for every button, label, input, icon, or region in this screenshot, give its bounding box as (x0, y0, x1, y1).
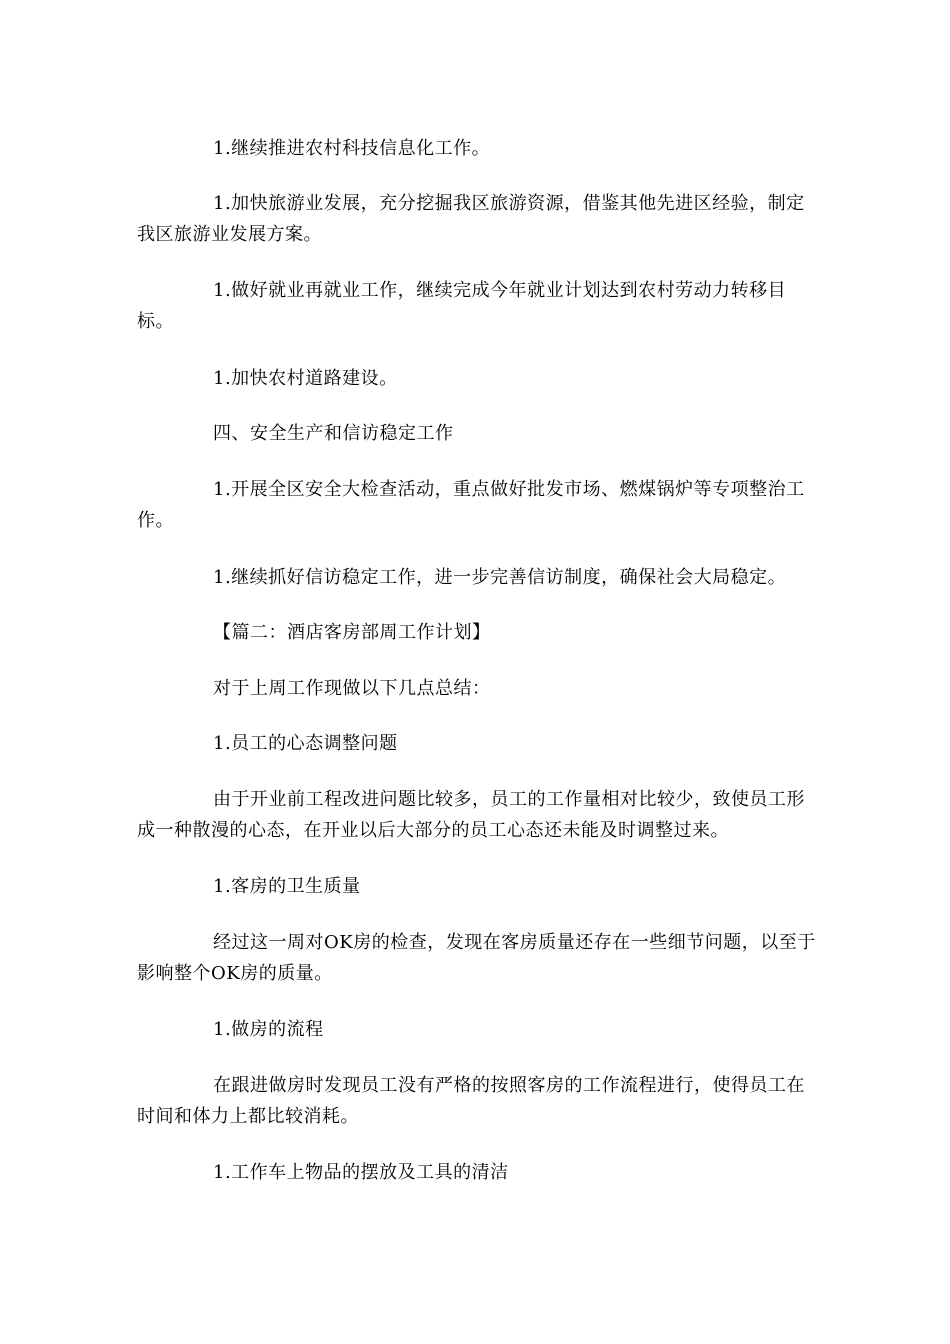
paragraph-5: 1.开展全区安全大检查活动，重点做好批发市场、燃煤锅炉等专项整治工作。 (137, 479, 805, 531)
chapter-heading: 【篇二：酒店客房部周工作计划】 (213, 622, 491, 643)
subheading-2: 1.客房的卫生质量 (213, 876, 361, 897)
subheading-4: 1.工作车上物品的摆放及工具的清洁 (213, 1162, 509, 1183)
paragraph-3: 1.做好就业再就业工作，继续完成今年就业计划达到农村劳动力转移目标。 (137, 280, 787, 332)
paragraph-7: 对于上周工作现做以下几点总结： (213, 678, 491, 699)
subheading-1: 1.员工的心态调整问题 (213, 733, 398, 754)
paragraph-8: 由于开业前工程改进问题比较多，员工的工作量相对比较少，致使员工形成一种散漫的心态，在开业以后大部分的员工心态还未能及时调整过来。 (137, 789, 805, 841)
subheading-3: 1.做房的流程 (213, 1019, 324, 1040)
paragraph-9: 经过这一周对OK房的检查，发现在客房质量还存在一些细节问题，以至于影响整个OK房的质量。 (137, 932, 816, 984)
section-heading: 四、安全生产和信访稳定工作 (213, 423, 454, 444)
paragraph-6: 1.继续抓好信访稳定工作，进一步完善信访制度，确保社会大局稳定。 (213, 567, 787, 588)
paragraph-4: 1.加快农村道路建设。 (213, 368, 398, 389)
paragraph-2: 1.加快旅游业发展，充分挖掘我区旅游资源，借鉴其他先进区经验，制定我区旅游业发展方案。 (137, 193, 805, 245)
paragraph-10: 在跟进做房时发现员工没有严格的按照客房的工作流程进行，使得员工在时间和体力上都比较消耗。 (137, 1075, 805, 1127)
paragraph-1: 1.继续推进农村科技信息化工作。 (213, 138, 491, 159)
